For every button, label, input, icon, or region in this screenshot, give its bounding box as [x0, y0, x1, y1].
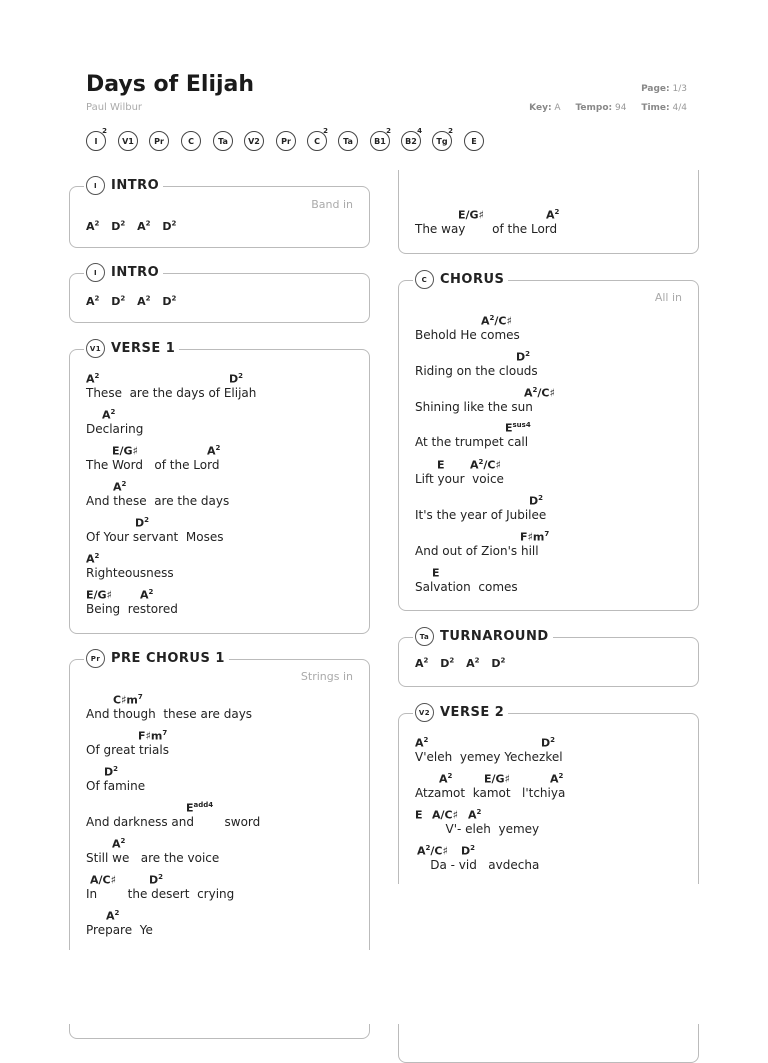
section-icon: V1 — [86, 339, 105, 358]
lyric-line — [415, 314, 735, 350]
roadmap-item[interactable]: C — [181, 131, 201, 151]
section-icon: Pr — [86, 649, 105, 668]
lyric: And darkness and sword — [86, 815, 261, 829]
roadmap-item[interactable]: C 2 — [307, 131, 327, 151]
chord: $A^2$ — [137, 294, 151, 308]
chord: $D^2$ — [229, 372, 244, 386]
lyric: V'- eleh yemey — [415, 822, 540, 836]
roadmap-item[interactable]: Pr — [276, 131, 296, 151]
chord: $A^2$ — [140, 588, 154, 602]
chord: $A^2/C♯$ — [524, 386, 555, 400]
section-title: INTRO — [111, 265, 160, 280]
lyric-line — [415, 736, 735, 772]
chord: $A^2$ — [546, 208, 560, 222]
section-title: PRE CHORUS 1 — [111, 651, 225, 666]
chord: E — [415, 808, 423, 822]
chord-line — [86, 294, 184, 308]
section-intro — [69, 178, 370, 248]
lyric: V'eleh yemey Yechezkel — [415, 750, 563, 764]
roadmap-item[interactable]: Tg 2 — [432, 131, 452, 151]
lyric-line — [86, 765, 406, 801]
chord: $A^2$ — [207, 444, 221, 458]
lyric: Salvation comes — [415, 580, 518, 594]
roadmap-item[interactable]: Ta — [338, 131, 358, 151]
roadmap-item[interactable]: V2 — [244, 131, 264, 151]
lyric: Prepare Ye — [86, 923, 153, 937]
section-note: All in — [654, 291, 682, 304]
section-verse-1 — [69, 341, 370, 634]
song-title: Days of Elijah — [86, 72, 255, 97]
lyric-line — [86, 873, 406, 909]
section-icon: Ta — [415, 627, 434, 646]
chord: $D^2$ — [135, 516, 150, 530]
lyric: And these are the days — [86, 494, 230, 508]
key-value: A — [554, 103, 561, 113]
lyric-line — [86, 552, 406, 588]
lyric: The way of the Lord — [415, 222, 558, 236]
chord: $D^2$ — [104, 765, 119, 779]
lyric: In the desert crying — [86, 887, 235, 901]
lyric-line — [415, 421, 735, 457]
chord: E/G♯ — [458, 208, 484, 222]
lyric-line — [86, 372, 406, 408]
chord: $D^2$ — [111, 294, 126, 308]
chord: $D^2$ — [491, 656, 506, 670]
chord: $A^2$ — [102, 408, 116, 422]
chord: $F♯m^7$ — [520, 530, 550, 544]
chord: E — [432, 566, 440, 580]
section-header — [413, 703, 508, 722]
chord: $D^2$ — [461, 844, 476, 858]
chord-line — [415, 656, 513, 670]
section-icon: I — [86, 176, 105, 195]
lyric-line — [86, 801, 406, 837]
chord: $A^2$ — [86, 219, 100, 233]
time-label: Time: — [641, 103, 670, 113]
chord-line — [86, 219, 184, 233]
chord: $A^2$ — [86, 372, 100, 386]
section-note: Strings in — [300, 670, 353, 683]
page-break-mask-left — [0, 950, 384, 1024]
roadmap-item[interactable]: Pr — [149, 131, 169, 151]
chord: $A^2$ — [550, 772, 564, 786]
lyric-line — [86, 408, 406, 444]
lyric: And though these are days — [86, 707, 253, 721]
lyric-line — [415, 458, 735, 494]
chord: $D^2$ — [440, 656, 455, 670]
lyric-line — [86, 444, 406, 480]
section-icon: V2 — [415, 703, 434, 722]
lyric-line — [415, 386, 735, 422]
lyric: Being restored — [86, 602, 178, 616]
lyric-line — [415, 208, 735, 244]
chord: $D^2$ — [541, 736, 556, 750]
lyric: Shining like the sun — [415, 400, 533, 414]
chord: $A^2$ — [112, 837, 126, 851]
lyric-line — [415, 566, 735, 602]
roadmap-item[interactable]: E — [464, 131, 484, 151]
lyric: It's the year of Jubilee — [415, 508, 547, 522]
roadmap-item[interactable]: B2 4 — [401, 131, 421, 151]
chord: $D^2$ — [111, 219, 126, 233]
roadmap-item[interactable]: Ta — [213, 131, 233, 151]
song-meta — [529, 103, 687, 113]
lyric: Lift your voice — [415, 472, 504, 486]
roadmap-item[interactable]: B1 2 — [370, 131, 390, 151]
lyric-line — [415, 530, 735, 566]
section-header — [84, 176, 163, 195]
lyric-line — [415, 350, 735, 386]
chord: $D^2$ — [162, 294, 177, 308]
page-value: 1/3 — [672, 84, 687, 94]
chord: $A^2$ — [439, 772, 453, 786]
section-icon: C — [415, 270, 434, 289]
page-indicator — [641, 84, 687, 94]
chord: $D^2$ — [162, 219, 177, 233]
page-label: Page: — [641, 84, 670, 94]
lyric: Of famine — [86, 779, 146, 793]
chord: $F♯m^7$ — [138, 729, 168, 743]
lyric-line — [86, 837, 406, 873]
lyric: Of great trials — [86, 743, 169, 757]
section-turnaround — [398, 629, 699, 687]
section-note: Band in — [311, 198, 353, 211]
chord: $A^2$ — [415, 736, 429, 750]
chord: E/G♯ — [484, 772, 510, 786]
lyric: Behold He comes — [415, 328, 520, 342]
section-header — [84, 649, 229, 668]
section-header — [413, 627, 553, 646]
roadmap-item[interactable]: I 2 — [86, 131, 106, 151]
tempo-value: 94 — [615, 103, 627, 113]
lyric: And out of Zion's hill — [415, 544, 539, 558]
section-icon: I — [86, 263, 105, 282]
lyric-line — [86, 516, 406, 552]
chord: $D^2$ — [529, 494, 544, 508]
lyric: Da - vid avdecha — [415, 858, 540, 872]
lyric: These are the days of Elijah — [86, 386, 257, 400]
lyric-line — [415, 808, 735, 844]
chord: $A^2$ — [86, 552, 100, 566]
lyric-line — [86, 588, 406, 624]
lyric-line — [86, 729, 406, 765]
chord: E/G♯ — [112, 444, 138, 458]
song-artist: Paul Wilbur — [86, 102, 143, 113]
lyric: Declaring — [86, 422, 144, 436]
lyric-line — [415, 772, 735, 808]
chord: $C♯m^7$ — [113, 693, 143, 707]
chord: E/G♯ — [86, 588, 112, 602]
chord: A/C♯ — [90, 873, 116, 887]
chord: $A^2/C♯$ — [417, 844, 448, 858]
chord: $A^2/C♯$ — [470, 458, 501, 472]
roadmap-item[interactable]: V1 — [118, 131, 138, 151]
key-label: Key: — [529, 103, 552, 113]
chord: $A^2$ — [137, 219, 151, 233]
lyric-line — [415, 494, 735, 530]
chord: $A^2$ — [468, 808, 482, 822]
chord: E — [437, 458, 445, 472]
lyric: Righteousness — [86, 566, 174, 580]
tempo-label: Tempo: — [575, 103, 613, 113]
chord: $A^2/C♯$ — [481, 314, 512, 328]
lyric: At the trumpet call — [415, 435, 529, 449]
lyric: Of Your servant Moses — [86, 530, 224, 544]
section-continuation — [398, 170, 699, 254]
chord: $A^2$ — [415, 656, 429, 670]
lyric-line — [86, 693, 406, 729]
section-intro — [69, 265, 370, 323]
lyric: Still we are the voice — [86, 851, 220, 865]
section-title: CHORUS — [440, 272, 505, 287]
lyric-line — [86, 480, 406, 516]
section-title: VERSE 1 — [111, 341, 176, 356]
section-title: INTRO — [111, 178, 160, 193]
time-value: 4/4 — [672, 103, 687, 113]
chord: A/C♯ — [432, 808, 458, 822]
chord: $E^{add4}$ — [186, 801, 214, 815]
chord: $A^2$ — [466, 656, 480, 670]
page-break-mask-right — [384, 884, 768, 1024]
chord: $D^2$ — [149, 873, 164, 887]
lyric-line — [415, 844, 735, 880]
section-title: TURNAROUND — [440, 629, 549, 644]
chord: $A^2$ — [106, 909, 120, 923]
section-chorus — [398, 272, 699, 611]
chord: $E^{sus4}$ — [505, 421, 531, 435]
lyric: Atzamot kamot l'tchiya — [415, 786, 566, 800]
lyric: The Word of the Lord — [86, 458, 220, 472]
section-header — [84, 339, 179, 358]
section-title: VERSE 2 — [440, 705, 505, 720]
chord: $A^2$ — [113, 480, 127, 494]
section-header — [84, 263, 163, 282]
lyric: Riding on the clouds — [415, 364, 538, 378]
lyric-line — [86, 909, 406, 945]
section-header — [413, 270, 508, 289]
chord: $A^2$ — [86, 294, 100, 308]
chord: $D^2$ — [516, 350, 531, 364]
